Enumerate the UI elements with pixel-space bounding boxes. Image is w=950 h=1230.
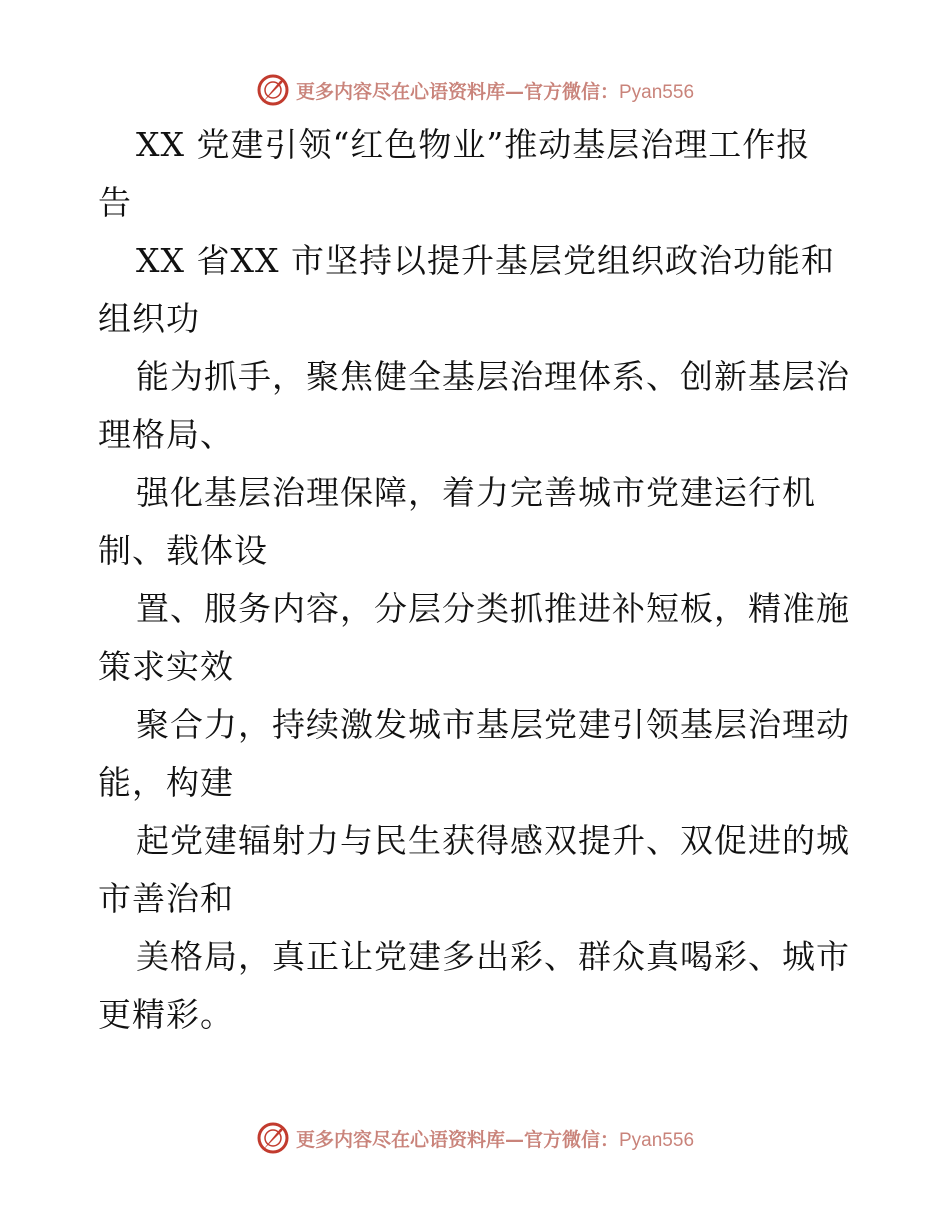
document-line: 告 [98,183,132,222]
document-line: 制、载体设 [98,531,268,570]
document-line: 能，构建 [98,763,234,802]
footer-banner-text [296,1125,694,1152]
document-line: 理格局、 [98,415,234,454]
document-line: 强化基层治理保障，着力完善城市党建运行机 [136,473,816,512]
footer-banner-label: 更多内容尽在心语资料库—官方微信： [295,1128,619,1151]
document-line: 聚合力，持续激发城市基层党建引领基层治理动 [136,705,850,744]
document-line: 组织功 [98,299,200,338]
footer-banner-handle: Pyan556 [619,1129,695,1151]
document-line: 置、服务内容，分层分类抓推进补短板，精准施 [136,589,850,628]
document-line: 策求实效 [98,647,234,686]
quill-pen-emblem-icon [256,1121,290,1155]
document-body [98,116,858,1044]
document-line: 美格局，真正让党建多出彩、群众真喝彩、城市 [136,937,850,976]
header-banner-text [296,77,694,104]
header-banner [0,70,950,110]
document-line: 更精彩。 [98,995,234,1034]
quill-pen-emblem-icon [256,73,290,107]
footer-banner [0,1118,950,1158]
header-banner-label: 更多内容尽在心语资料库—官方微信： [295,80,619,103]
header-banner-handle: Pyan556 [619,81,695,103]
document-line: XX 党建引领“红色物业”推动基层治理工作报 [136,125,811,164]
document-line: 市善治和 [98,879,234,918]
document-line: 能为抓手，聚焦健全基层治理体系、创新基层治 [136,357,850,396]
document-line: 起党建辐射力与民生获得感双提升、双促进的城 [136,821,850,860]
document-line: XX 省XX 市坚持以提升基层党组织政治功能和 [136,241,835,280]
